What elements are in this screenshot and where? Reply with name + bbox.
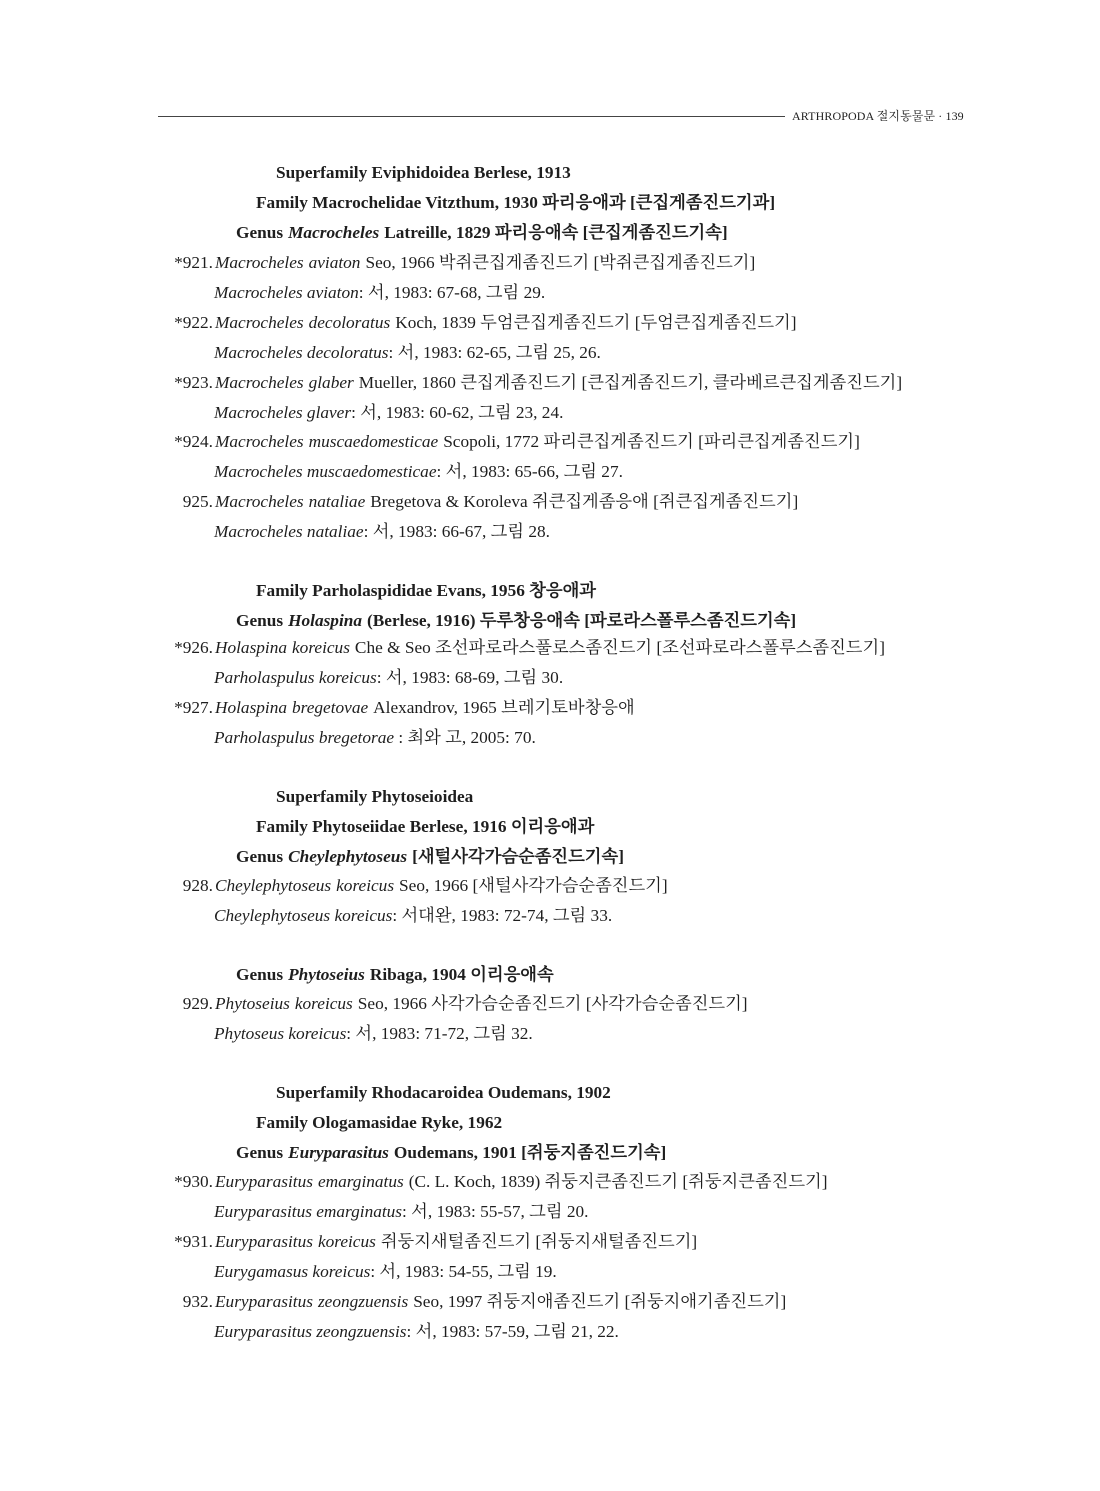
species-epithet: nataliae <box>308 492 366 511</box>
genus-name: Holaspina <box>288 611 363 630</box>
entry-number: 932. <box>182 1292 213 1311</box>
species-authority: Alexandrov, 1965 브레기토바창응애 <box>373 698 635 717</box>
species-entry <box>157 637 885 659</box>
genus-name: Macrocheles <box>288 223 380 242</box>
species-genus: Phytoseius <box>215 994 290 1013</box>
synonym-reference <box>214 1201 588 1223</box>
species-epithet: bregetovae <box>292 698 369 717</box>
entry-number: *930. <box>174 1172 213 1191</box>
running-header: ARTHROPODA 절지동물문 · 139 <box>792 109 964 123</box>
synonym-name: Macrocheles decoloratus <box>214 343 389 362</box>
synonym-name: Eurygamasus koreicus <box>214 1262 371 1281</box>
synonym-name: Macrocheles nataliae <box>214 522 364 541</box>
genus-prefix: Genus <box>236 1143 284 1162</box>
reference-citation: : 서, 1983: 65-66, 그림 27. <box>436 462 623 481</box>
reference-citation: : 서, 1983: 68-69, 그림 30. <box>376 668 564 687</box>
synonym-name: Macrocheles aviaton <box>214 283 359 302</box>
genus-prefix: Genus <box>236 847 284 866</box>
species-genus: Macrocheles <box>215 253 304 272</box>
species-genus: Euryparasitus <box>215 1292 313 1311</box>
genus-heading <box>236 1142 666 1164</box>
synonym-reference <box>214 905 612 927</box>
entry-number: *931. <box>174 1232 213 1251</box>
synonym-name: Macrocheles muscaedomesticae <box>214 462 437 481</box>
species-entry <box>157 1291 786 1313</box>
species-entry <box>157 312 797 334</box>
species-authority: (C. L. Koch, 1839) 쥐둥지큰좀진드기 [쥐둥지큰좀진드기] <box>408 1172 828 1191</box>
synonym-reference <box>214 1023 533 1045</box>
synonym-reference <box>214 1261 557 1283</box>
reference-citation: : 서, 1983: 71-72, 그림 32. <box>346 1024 533 1043</box>
genus-prefix: Genus <box>236 965 284 984</box>
species-authority: Koch, 1839 두엄큰집게좀진드기 [두엄큰집게좀진드기] <box>395 313 797 332</box>
entry-number: 928. <box>182 876 213 895</box>
species-authority: 쥐둥지새털좀진드기 [쥐둥지새털좀진드기] <box>380 1232 698 1251</box>
entry-number: 925. <box>182 492 213 511</box>
species-genus: Macrocheles <box>215 492 304 511</box>
synonym-reference <box>214 282 545 304</box>
genus-authority: [새털사각가슴순좀진드기속] <box>412 847 624 866</box>
entry-number: *923. <box>174 373 213 392</box>
synonym-reference <box>214 521 550 543</box>
synonym-reference <box>214 1321 619 1343</box>
entry-number: 929. <box>182 994 213 1013</box>
synonym-reference <box>214 667 563 689</box>
species-epithet: emarginatus <box>317 1172 404 1191</box>
species-entry <box>157 1171 827 1193</box>
entry-number: *921. <box>174 253 213 272</box>
genus-name: Phytoseius <box>288 965 365 984</box>
species-entry <box>157 491 798 513</box>
genus-name: Euryparasitus <box>288 1143 389 1162</box>
genus-name: Cheylephytoseus <box>288 847 408 866</box>
species-entry <box>157 993 748 1015</box>
species-authority: Seo, 1966 사각가슴순좀진드기 [사각가슴순좀진드기] <box>357 994 748 1013</box>
synonym-name: Macrocheles glaver <box>214 403 352 422</box>
species-authority: Mueller, 1860 큰집게좀진드기 [큰집게좀진드기, 클라베르큰집게좀진드기] <box>358 373 903 392</box>
species-entry <box>157 252 755 274</box>
header-rule <box>158 116 785 117</box>
synonym-name: Parholaspulus bregetorae <box>214 728 395 747</box>
genus-heading <box>236 610 796 632</box>
species-epithet: koreicus <box>317 1232 376 1251</box>
species-epithet: koreicus <box>336 876 395 895</box>
species-epithet: koreicus <box>294 994 353 1013</box>
reference-citation: : 서, 1983: 67-68, 그림 29. <box>358 283 546 302</box>
species-authority: Che & Seo 조선파로라스풀로스좀진드기 [조선파로라스폴루스좀진드기] <box>354 638 885 657</box>
synonym-reference <box>214 461 623 483</box>
superfamily-heading: Superfamily Eviphidoidea Berlese, 1913 <box>276 163 571 182</box>
synonym-name: Euryparasitus zeongzuensis <box>214 1322 407 1341</box>
genus-heading <box>236 222 728 244</box>
genus-heading <box>236 964 554 986</box>
family-heading: Family Parholaspididae Evans, 1956 창응애과 <box>256 581 596 600</box>
species-authority: Seo, 1997 쥐둥지애좀진드기 [쥐둥지애기좀진드기] <box>413 1292 787 1311</box>
species-epithet: zeongzuensis <box>317 1292 409 1311</box>
genus-authority: Ribaga, 1904 이리응애속 <box>369 965 554 984</box>
species-entry <box>157 697 635 719</box>
genus-authority: Oudemans, 1901 [쥐둥지좀진드기속] <box>393 1143 667 1162</box>
entry-number: *924. <box>174 432 213 451</box>
species-epithet: decoloratus <box>308 313 391 332</box>
species-genus: Cheylephytoseus <box>215 876 332 895</box>
reference-citation: : 서, 1983: 55-57, 그림 20. <box>402 1202 589 1221</box>
species-genus: Holaspina <box>215 698 288 717</box>
species-authority: Seo, 1966 [새털사각가슴순좀진드기] <box>399 876 668 895</box>
species-epithet: muscaedomesticae <box>308 432 439 451</box>
genus-prefix: Genus <box>236 611 284 630</box>
synonym-name: Euryparasitus emarginatus <box>214 1202 403 1221</box>
synonym-name: Cheylephytoseus koreicus <box>214 906 393 925</box>
family-heading: Family Phytoseiidae Berlese, 1916 이리응애과 <box>256 817 595 836</box>
entry-number: *927. <box>174 698 213 717</box>
reference-citation: : 서, 1983: 60-62, 그림 23, 24. <box>351 403 564 422</box>
species-genus: Euryparasitus <box>215 1172 313 1191</box>
species-genus: Macrocheles <box>215 373 304 392</box>
reference-citation: : 서대완, 1983: 72-74, 그림 33. <box>392 906 613 925</box>
reference-citation: : 서, 1983: 54-55, 그림 19. <box>370 1262 557 1281</box>
species-authority: Bregetova & Koroleva 쥐큰집게좀응애 [쥐큰집게좀진드기] <box>370 492 799 511</box>
genus-authority: Latreille, 1829 파리응애속 [큰집게좀진드기속] <box>384 223 728 242</box>
species-authority: Scopoli, 1772 파리큰집게좀진드기 [파리큰집게좀진드기] <box>443 432 860 451</box>
genus-prefix: Genus <box>236 223 284 242</box>
reference-citation: : 최와 고, 2005: 70. <box>394 728 536 747</box>
species-epithet: aviaton <box>308 253 361 272</box>
species-epithet: glaber <box>308 373 354 392</box>
species-genus: Macrocheles <box>215 432 304 451</box>
species-entry <box>157 1231 697 1253</box>
reference-citation: : 서, 1983: 57-59, 그림 21, 22. <box>406 1322 619 1341</box>
species-entry <box>157 372 902 394</box>
synonym-reference <box>214 342 601 364</box>
genus-authority: (Berlese, 1916) 두루창응애속 [파로라스폴루스좀진드기속] <box>367 611 797 630</box>
species-authority: Seo, 1966 박쥐큰집게좀진드기 [박쥐큰집게좀진드기] <box>365 253 756 272</box>
synonym-name: Parholaspulus koreicus <box>214 668 377 687</box>
entry-number: *926. <box>174 638 213 657</box>
family-heading: Family Ologamasidae Ryke, 1962 <box>256 1113 503 1132</box>
synonym-name: Phytoseus koreicus <box>214 1024 347 1043</box>
family-heading: Family Macrochelidae Vitzthum, 1930 파리응애과 [큰집게좀진드기과] <box>256 193 776 212</box>
synonym-reference <box>214 402 563 424</box>
superfamily-heading: Superfamily Phytoseioidea <box>276 787 474 806</box>
reference-citation: : 서, 1983: 66-67, 그림 28. <box>363 522 550 541</box>
superfamily-heading: Superfamily Rhodacaroidea Oudemans, 1902 <box>276 1083 611 1102</box>
species-genus: Holaspina <box>215 638 288 657</box>
synonym-reference <box>214 727 536 749</box>
species-genus: Euryparasitus <box>215 1232 313 1251</box>
species-entry <box>157 431 860 453</box>
species-entry <box>157 875 668 897</box>
entry-number: *922. <box>174 313 213 332</box>
species-epithet: koreicus <box>292 638 350 657</box>
reference-citation: : 서, 1983: 62-65, 그림 25, 26. <box>388 343 601 362</box>
species-genus: Macrocheles <box>215 313 304 332</box>
genus-heading <box>236 846 624 868</box>
